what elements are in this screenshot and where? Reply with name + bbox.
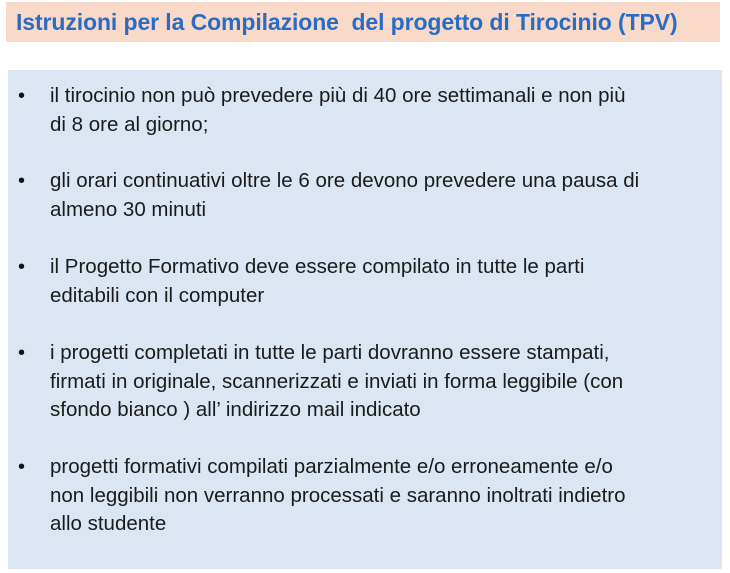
instruction-text: progetti formativi compilati parzialmente e/o erroneamente e/o non leggibili non verranno processati e saranno inoltrati indietro allo studente — [50, 455, 626, 535]
instruction-text: i progetti completati in tutte le parti dovranno essere stampati, firmati in originale, scannerizzati e inviati in forma leggibile (con sfondo bianco ) all’ indirizzo mail indicato — [50, 341, 624, 421]
instruction-text: il Progetto Formativo deve essere compilato in tutte le parti editabili con il computer — [50, 255, 585, 307]
instruction-text: gli orari continuativi oltre le 6 ore devono prevedere una pausa di almeno 30 minuti — [50, 169, 640, 221]
page-title: Istruzioni per la Compilazione del progetto di Tirocinio (TPV) — [16, 8, 678, 35]
bullet-icon: • — [18, 85, 26, 107]
bullet-icon: • — [18, 342, 26, 364]
bullet-icon: • — [18, 456, 26, 478]
instructions-panel — [8, 70, 722, 569]
bullet-icon: • — [18, 170, 26, 192]
bullet-icon: • — [18, 256, 26, 278]
instruction-text: il tirocinio non può prevedere più di 40 ore settimanali e non più di 8 ore al giorno; — [50, 84, 626, 136]
title-banner — [6, 2, 720, 42]
